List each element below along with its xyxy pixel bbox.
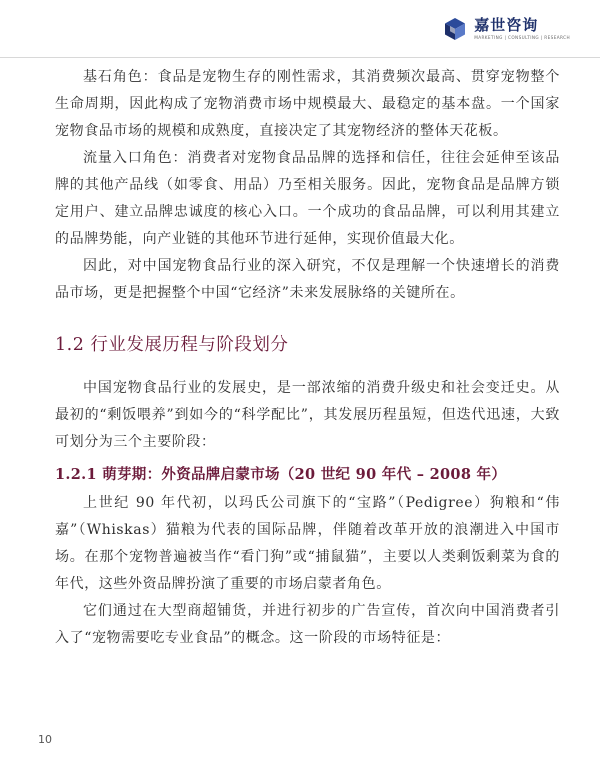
cube-logo-icon [442, 16, 468, 42]
subsection-paragraph: 上世纪 90 年代初，以玛氏公司旗下的“宝路”（Pedigree）狗粮和“伟嘉”（Whiskas）猫粮为代表的国际品牌，伴随着改革开放的浪潮进入中国市场。在那个宠物普遍被当作“看门狗”或“捕鼠猫”，主要以人类剩饭剩菜为食的年代，这些外资品牌扮演了重要的市场启蒙者角色。 [55, 495, 560, 592]
company-logo [442, 16, 570, 42]
paragraph-traffic-entry-role: 流量入口角色：消费者对宠物食品品牌的选择和信任，往往会延伸至该品牌的其他产品线（如零食、用品）乃至相关服务。因此，宠物食品是品牌方锁定用户、建立品牌忠诚度的核心入口。一个成功的食品品牌，可以利用其建立的品牌势能，向产业链的其他环节进行延伸，实现价值最大化。 [55, 150, 560, 247]
header-divider [0, 57, 600, 58]
paragraph-foundation-role: 基石角色：食品是宠物生存的刚性需求，其消费频次最高、贯穿宠物整个生命周期，因此构成了宠物消费市场中规模最大、最稳定的基本盘。一个国家宠物食品市场的规模和成熟度，直接决定了其宠物经济的整体天花板。 [55, 69, 560, 139]
subsection-title: 1.2.1 萌芽期：外资品牌启蒙市场（20 世纪 90 年代 – 2008 年） [55, 466, 507, 483]
page-content [55, 64, 560, 652]
page-header [0, 0, 600, 60]
subsection-paragraph: 它们通过在大型商超铺货，并进行初步的广告宣传，首次向中国消费者引入了“宠物需要吃专业食品”的概念。这一阶段的市场特征是： [55, 603, 560, 646]
section-title: 1.2 行业发展历程与阶段划分 [55, 335, 289, 355]
section-intro: 中国宠物食品行业的发展史，是一部浓缩的消费升级史和社会变迁史。从最初的“剩饭喂养”到如今的“科学配比”，其发展历程虽短，但迭代迅速，大致可划分为三个主要阶段： [55, 380, 560, 450]
logo-tagline: MARKETING | CONSULTING | RESEARCH [474, 35, 570, 40]
paragraph-conclusion: 因此，对中国宠物食品行业的深入研究，不仅是理解一个快速增长的消费品市场，更是把握整个中国“它经济”未来发展脉络的关键所在。 [55, 258, 560, 301]
page-number: 10 [38, 733, 52, 746]
logo-name: 嘉世咨询 [474, 16, 539, 34]
